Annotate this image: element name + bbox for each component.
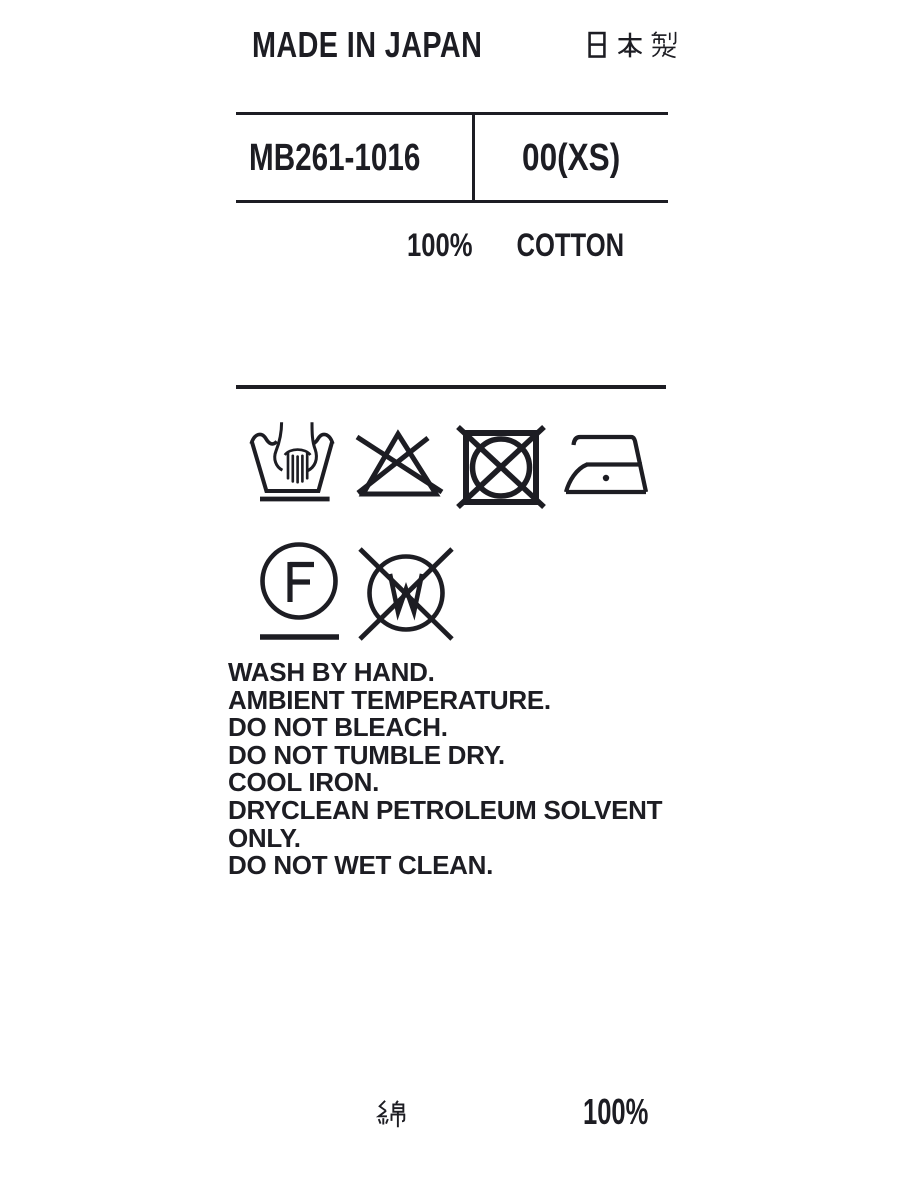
- kanji-sei-icon: [650, 31, 678, 59]
- composition-percent: 100%: [407, 227, 473, 263]
- care-instructions: [228, 659, 662, 880]
- composition-row: [407, 229, 624, 261]
- kanji-hon-icon: [616, 31, 644, 59]
- care-line: COOL IRON.: [228, 767, 380, 798]
- care-line: DO NOT TUMBLE DRY.: [228, 739, 505, 770]
- composition-material: COTTON: [516, 227, 625, 263]
- kanji-nichi-icon: [583, 31, 611, 59]
- do-not-bleach-icon: [352, 428, 447, 501]
- iron-one-dot-icon: [563, 433, 650, 496]
- care-line: DRYCLEAN PETROLEUM SOLVENT: [228, 794, 663, 825]
- origin-text: MADE IN JAPAN: [252, 24, 483, 65]
- material-percent: 100%: [583, 1091, 649, 1132]
- size-cell: [475, 115, 668, 200]
- do-not-tumble-dry-icon: [452, 424, 550, 510]
- care-line: DO NOT BLEACH.: [228, 712, 448, 743]
- product-code-cell: [236, 115, 475, 200]
- origin-ja-text: [583, 31, 679, 59]
- care-line: AMBIENT TEMPERATURE.: [228, 684, 551, 715]
- care-line: ONLY.: [228, 822, 301, 853]
- product-table: [236, 112, 668, 203]
- dryclean-f-icon: [259, 541, 340, 642]
- care-line: DO NOT WET CLEAN.: [228, 850, 493, 881]
- divider-rule: [236, 385, 666, 389]
- kanji-men-cotton-icon: [376, 1099, 407, 1130]
- material-ja-text: [376, 1099, 407, 1134]
- handwash-icon: [248, 422, 336, 504]
- product-code: MB261-1016: [249, 136, 421, 179]
- do-not-wet-clean-icon: [352, 545, 460, 643]
- care-line: WASH BY HAND.: [228, 657, 435, 687]
- size-value: 00(XS): [522, 136, 621, 179]
